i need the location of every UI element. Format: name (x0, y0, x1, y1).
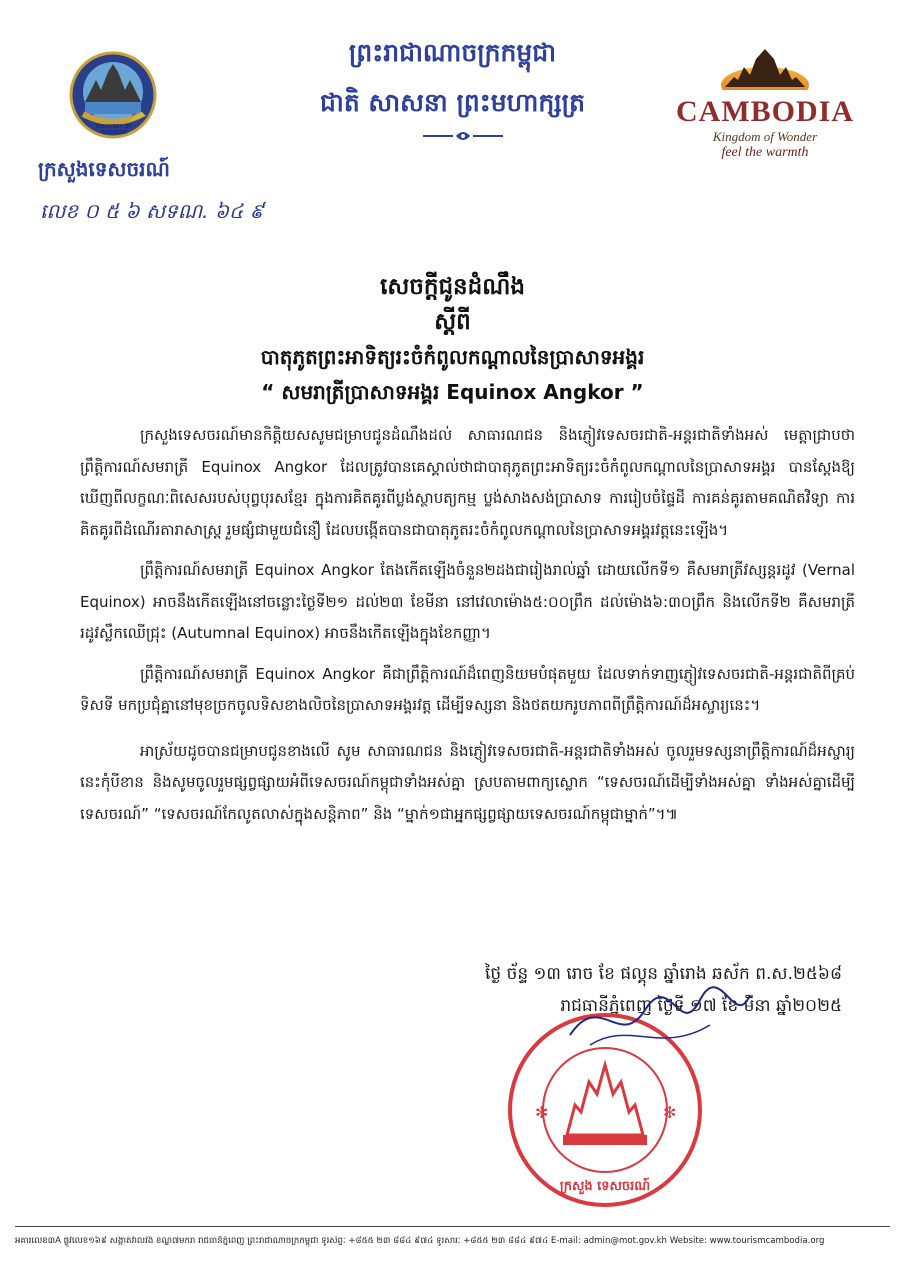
brand-tagline: Kingdom of Wonder (712, 129, 818, 144)
ministry-logo-caption: MINISTRY OF TOURISM (95, 124, 133, 136)
body-paragraph-4: អាស្រ័យដូចបានជម្រាបជូនខាងលើ សូម សាធារណជន និងភ្ញៀវទេសចរជាតិ-អន្តរជាតិទាំងអស់ ចូលរួមទស្សនាព្រឹត្តិការណ៍ដ៏អស្ចារ្យនេះកុំបីខាន និងសូមចូលរួមផ្សព្វផ្សាយអំពីទេសចរណ៍កម្ពុជាទាំងអស់គ្នា ស្របតាមពាក្យស្លោក “ទេសចរណ៍ដើម្បីទាំងអស់គ្នា ទាំងអស់គ្នាដើម្បីទេសចរណ៍” “ទេសចរណ៍កែលូតលាស់ក្នុងសន្តិភាព” និង “ម្នាក់១ជាអ្នកផ្សព្វផ្សាយទេសចរណ៍កម្ពុជាម្នាក់”។៕ (80, 741, 855, 823)
notice-subject: បាតុភូតព្រះអាទិត្យរះចំកំពូលកណ្តាលនៃប្រាសាទអង្គរ (260, 345, 645, 369)
svg-text:✻: ✻ (535, 1103, 549, 1122)
body-paragraph-1: ក្រសួងទេសចរណ៍មានកិត្តិយសសូមជម្រាបជូនដំណឹងដល់ សាធារណជន និងភ្ញៀវទេសចរជាតិ-អន្តរជាតិទាំងអស់ មេត្តាជ្រាបថា ព្រឹត្តិការណ៍សមរាត្រី Equinox Angkor ដែលត្រូវបានគេស្គាល់ថាជាបាតុភូតព្រះអាទិត្យរះចំកំពូលកណ្តាលនៃប្រាសាទអង្គរ បានស្តែងឱ្យឃើញពីលក្ខណៈពិសេសរបស់បុព្វបុរសខ្មែរ ក្នុងការគិតគូរពីប្លង់ស្ថាបត្យកម្ម ប្លង់សាងសង់ប្រាសាទ ការរៀបចំផ្ទៃដី ការគន់គូរតាមគណិតវិទ្យា ការគិតគូរពីដំណើរតារាសាស្ត្រ រួមផ្សំជាមួយជំនឿ ដែលបង្កើតបានជាបាតុភូតរះចំកំពូលកណ្តាលនៃប្រាសាទអង្គរវត្តនេះឡើង។ (80, 426, 855, 539)
body-paragraph-2: ព្រឹត្តិការណ៍សមរាត្រី Equinox Angkor តែងកើតឡើងចំនួន២ដងជារៀងរាល់ឆ្នាំ ដោយលើកទី១ គឺសមរាត្រីវស្សន្តរដូវ (Vernal Equinox) អាចនឹងកើតឡើងនៅចន្លោះថ្ងៃទី២១ ដល់២៣ ខែមីនា នៅវេលាម៉ោង៥:០០ព្រឹក ដល់ម៉ោង៦:៣០ព្រឹក និងលើកទី២ គឺសមរាត្រីរដូវស្លឹកឈើជ្រុះ (Autumnal Equinox) អាចនឹងកើតឡើងក្នុងខែកញ្ញា។ (80, 561, 855, 642)
signature (560, 980, 760, 1060)
footer-contact: អគារលេខ៣A ផ្លូវលេខ១៦៩ សង្កាត់វាលវង់ ខណ្ឌ៧មករា រាជធានីភ្នំពេញ ព្រះរាជាណាចក្រកម្ពុជា ទូរស័ព្ទៈ +៨៥៥ ២៣ ៨៨៤ ៩៧៤ ទូរសារៈ +៨៥៥ ២៣ ៨៨៤ ៩៧៤ E-mail: admin@mot.gov.kh Website: www.tourismcambodia.org (15, 1236, 825, 1246)
cambodia-brand-logo (665, 45, 865, 175)
motto-heading: ជាតិ សាសនា ព្រះមហាក្សត្រ (320, 88, 585, 117)
notice-title: សេចក្តីជូនដំណឹង (380, 274, 525, 300)
lunar-date: ថ្ងៃ ច័ន្ទ ១៣ រោច ខែ ផល្គុន ឆ្នាំរោង ឆស័ក ព.ស.២៥៦៨ (484, 964, 842, 984)
notice-title-block (0, 270, 905, 410)
body-paragraph-3: ព្រឹត្តិការណ៍សមរាត្រី Equinox Angkor គឺជាព្រឹត្តិការណ៍ដ៏ពេញនិយមបំផុតមួយ ដែលទាក់ទាញភ្ញៀវទេសចរជាតិ-អន្តរជាតិពីគ្រប់ទិសទី មកប្រជុំគ្នានៅមុខច្រកចូលទិសខាងលិចនៃប្រាសាទអង្គរវត្ត ដើម្បីទស្សនា និងថតយករូបភាពពីព្រឹត្តិការណ៍ដ៏អស្ចារ្យនេះ។ (80, 664, 855, 714)
brand-slogan: feel the warmth (721, 145, 809, 160)
brand-name: CAMBODIA (676, 95, 854, 128)
svg-text:✻: ✻ (663, 1103, 677, 1122)
footer-divider (15, 1226, 890, 1227)
ornament-divider (418, 128, 508, 144)
notice-event-name: “ សមរាត្រីប្រាសាទអង្គរ Equinox Angkor ” (261, 380, 644, 404)
notice-subject-label: ស្តីពី (434, 309, 471, 335)
angkor-silhouette-icon (720, 45, 810, 90)
ministry-name: ក្រសួងទេសចរណ៍ (38, 157, 170, 181)
seal-text: ក្រសួង ទេសចរណ៍ (559, 1179, 651, 1194)
kingdom-heading: ព្រះរាជាណាចក្រកម្ពុជា (348, 38, 557, 67)
reference-number: លេខ ០ ៥ ៦ សទណ. ៦៤ ៩ (40, 199, 264, 223)
solar-date: រាជធានីភ្នំពេញ ថ្ងៃទី ១៧ ខែ មីនា ឆ្នាំ២០២៥ (560, 996, 842, 1016)
notice-body (80, 420, 855, 839)
